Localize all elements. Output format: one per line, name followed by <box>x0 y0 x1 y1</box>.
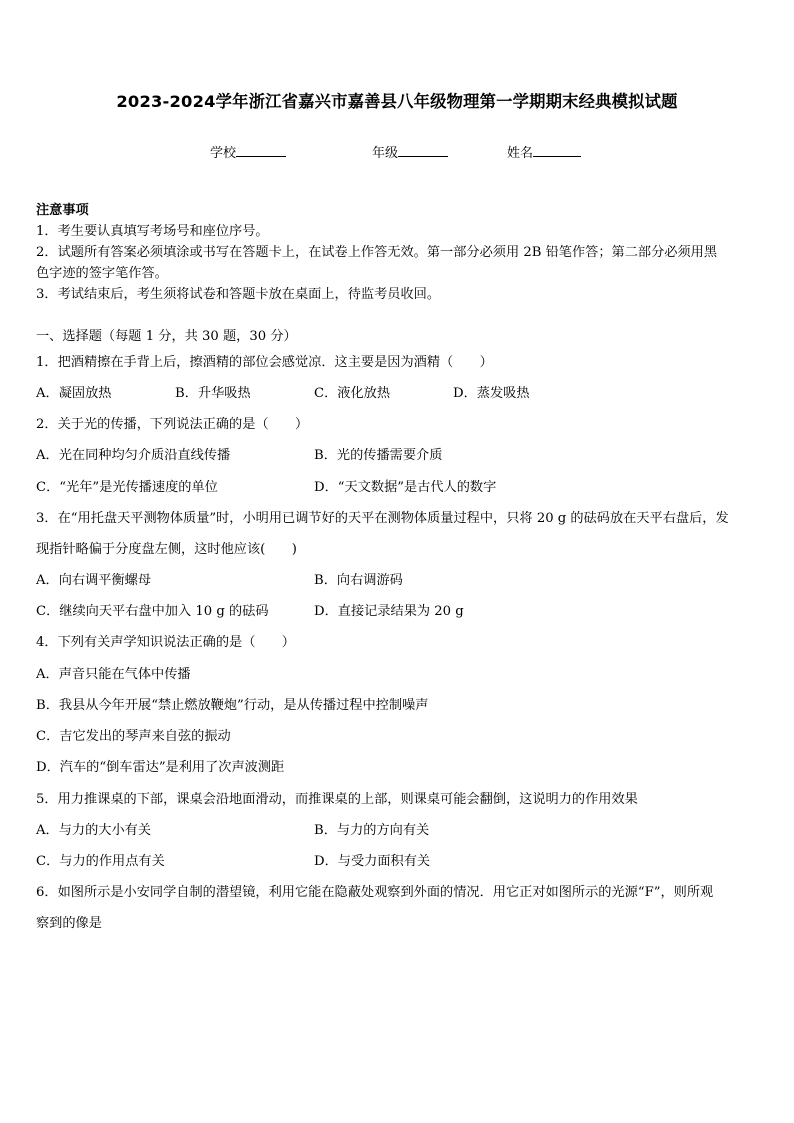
question-2-stem: 2．关于光的传播，下列说法正确的是（ ） <box>36 417 309 432</box>
page-title: 2023-2024学年浙江省嘉兴市嘉善县八年级物理第一学期期末经典模拟试题 <box>116 92 678 111</box>
question-6-stem-cont: 察到的像是 <box>36 916 102 931</box>
q2-option-b: B．光的传播需要介质 <box>314 448 443 463</box>
grade-field <box>372 142 448 161</box>
grade-blank <box>398 143 448 157</box>
q5-option-d: D．与受力面积有关 <box>314 854 431 869</box>
q3-option-b: B．向右调游码 <box>314 573 403 588</box>
section-heading: 一、选择题（每题 1 分，共 30 题，30 分） <box>36 329 297 344</box>
school-label: 学校 <box>210 146 237 161</box>
q4-option-d: D．汽车的“倒车雷达”是利用了次声波测距 <box>36 760 285 775</box>
q4-option-a: A．声音只能在气体中传播 <box>36 667 191 682</box>
q4-option-c: C．吉它发出的琴声来自弦的振动 <box>36 729 231 744</box>
school-field <box>210 142 286 161</box>
q2-option-d: D．“天文数据”是古代人的数字 <box>314 480 497 495</box>
q1-option-c: C．液化放热 <box>314 386 391 401</box>
q1-option-d: D．蒸发吸热 <box>453 386 530 401</box>
school-blank <box>236 143 286 157</box>
q5-option-a: A．与力的大小有关 <box>36 823 152 838</box>
q3-option-d: D．直接记录结果为 20 g <box>314 604 464 619</box>
name-label: 姓名 <box>507 146 534 161</box>
question-1-stem: 1．把酒精擦在手背上后，擦酒精的部位会感觉凉．这主要是因为酒精（ ） <box>36 355 493 370</box>
q1-option-b: B．升华吸热 <box>175 386 251 401</box>
question-6-stem: 6．如图所示是小安同学自制的潜望镜，利用它能在隐蔽处观察到外面的情况．用它正对如图所示的光源“F”，则所观 <box>36 885 714 900</box>
q5-option-c: C．与力的作用点有关 <box>36 854 165 869</box>
name-field <box>507 142 581 161</box>
q1-option-a: A．凝固放热 <box>36 386 112 401</box>
name-blank <box>533 143 581 157</box>
notice-item: 1．考生要认真填写考场号和座位序号。 <box>36 224 269 239</box>
q2-option-a: A．光在同种均匀介质沿直线传播 <box>36 448 231 463</box>
q3-option-c: C．继续向天平右盘中加入 10 g 的砝码 <box>36 604 269 619</box>
q5-option-b: B．与力的方向有关 <box>314 823 430 838</box>
notice-item: 色字迹的签字笔作答。 <box>36 266 168 281</box>
question-3-stem-cont: 现指针略偏于分度盘左侧，这时他应该( ) <box>36 542 297 557</box>
notice-heading: 注意事项 <box>36 203 89 218</box>
q4-option-b: B．我县从今年开展“禁止燃放鞭炮”行动，是从传播过程中控制噪声 <box>36 698 429 713</box>
q3-option-a: A．向右调平衡螺母 <box>36 573 152 588</box>
question-4-stem: 4．下列有关声学知识说法正确的是（ ） <box>36 635 295 650</box>
q2-option-c: C．“光年”是光传播速度的单位 <box>36 480 218 495</box>
question-3-stem: 3．在“用托盘天平测物体质量”时，小明用已调节好的天平在测物体质量过程中，只将 20 g 的砝码放在天平右盘后，发 <box>36 511 729 526</box>
question-5-stem: 5．用力推课桌的下部，课桌会沿地面滑动，而推课桌的上部，则课桌可能会翻倒，这说明力的作用效果 <box>36 792 638 807</box>
grade-label: 年级 <box>372 146 399 161</box>
notice-item: 3．考试结束后，考生须将试卷和答题卡放在桌面上，待监考员收回。 <box>36 287 441 302</box>
notice-item: 2．试题所有答案必须填涂或书写在答题卡上，在试卷上作答无效。第一部分必须用 2B 铅笔作答；第二部分必须用黑 <box>36 245 718 260</box>
